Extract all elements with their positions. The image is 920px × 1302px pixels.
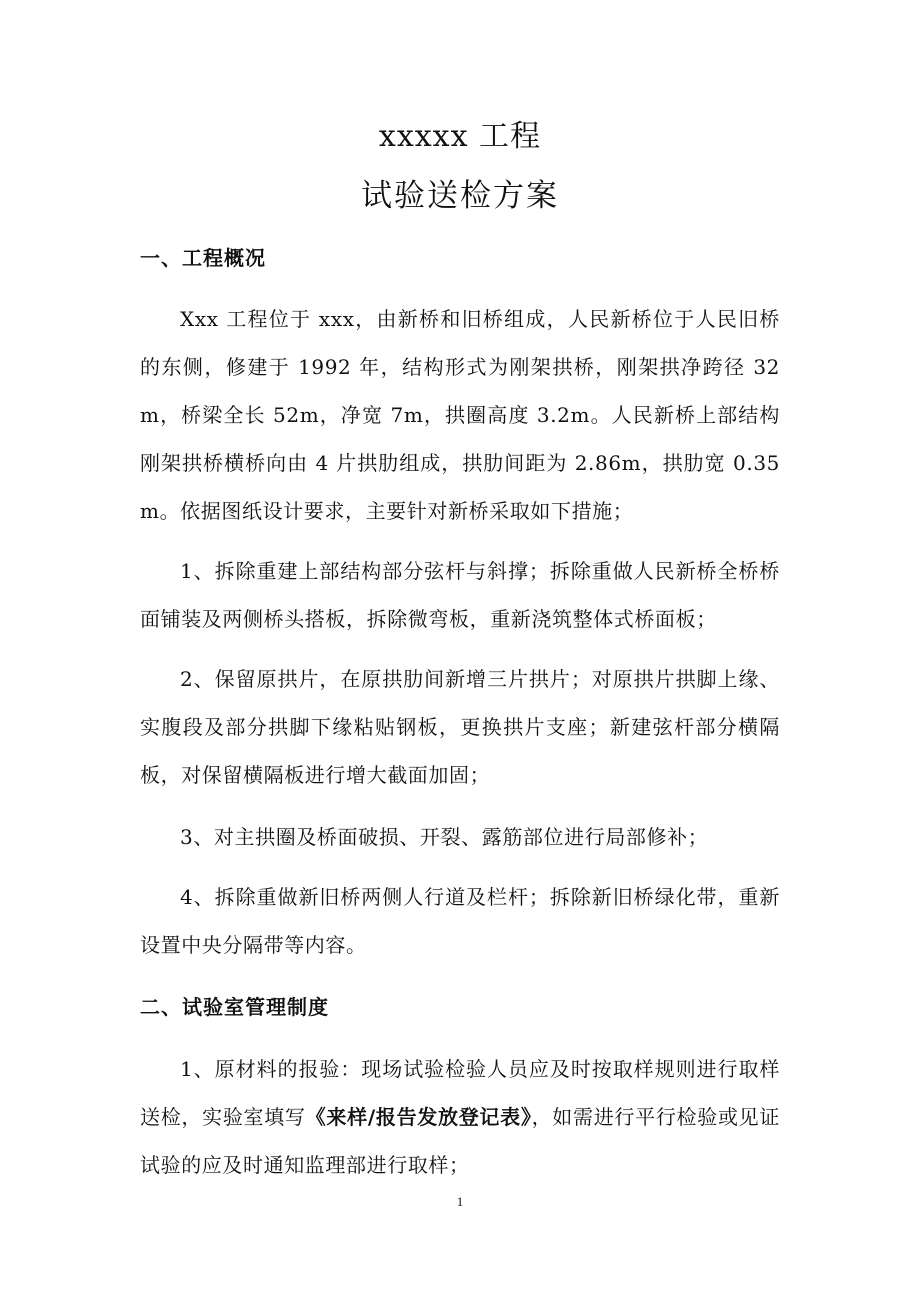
paragraph-raw-material-inspection: [140, 1045, 780, 1189]
section-heading-overview: 一、工程概况: [140, 246, 266, 270]
raw-material-text-after: ，如需进行平行检验或见证试验的应及时通知监理部进行取样；: [140, 1105, 780, 1177]
paragraph-measure-2: 2、保留原拱片，在原拱肋间新增三片拱片；对原拱片拱脚上缘、实腹段及部分拱脚下缘粘贴钢板，更换拱片支座；新建弦杆部分横隔板，对保留横隔板进行增大截面加固；: [140, 667, 780, 787]
paragraph-measure-3: 3、对主拱圈及桥面破损、开裂、露筋部位进行局部修补；: [180, 825, 709, 849]
paragraph-measure-1: 1、拆除重建上部结构部分弦杆与斜撑；拆除重做人民新桥全桥桥面铺装及两侧桥头搭板，拆除微弯板，重新浇筑整体式桥面板；: [140, 559, 780, 631]
raw-material-text-before: 1、原材料的报验：现场试验检验人员应及时按取样规则进行取样送检，实验室填写: [140, 1057, 780, 1129]
document-title-line2: 试验送检方案: [361, 178, 559, 214]
paragraph-measure-4: 4、拆除重做新旧桥两侧人行道及栏杆；拆除新旧桥绿化带，重新设置中央分隔带等内容。: [140, 885, 780, 957]
page-number: 1: [456, 1194, 464, 1209]
form-name-emphasis: 《来样/报告发放登记表》: [305, 1105, 532, 1129]
paragraph-project-overview: Xxx 工程位于 xxx，由新桥和旧桥组成，人民新桥位于人民旧桥的东侧，修建于 1992 年，结构形式为刚架拱桥，刚架拱净跨径 32m，桥梁全长 52m，净宽 7m，拱圈高度 3.2m。人民新桥上部结构刚架拱桥横桥向由 4 片拱肋组成，拱肋间距为 2.86m，拱肋宽 0.35m。依据图纸设计要求，主要针对新桥采取如下措施；: [140, 307, 780, 523]
document-title-line1: xxxxx 工程: [378, 119, 542, 154]
section-heading-lab-management: 二、试验室管理制度: [140, 995, 329, 1019]
